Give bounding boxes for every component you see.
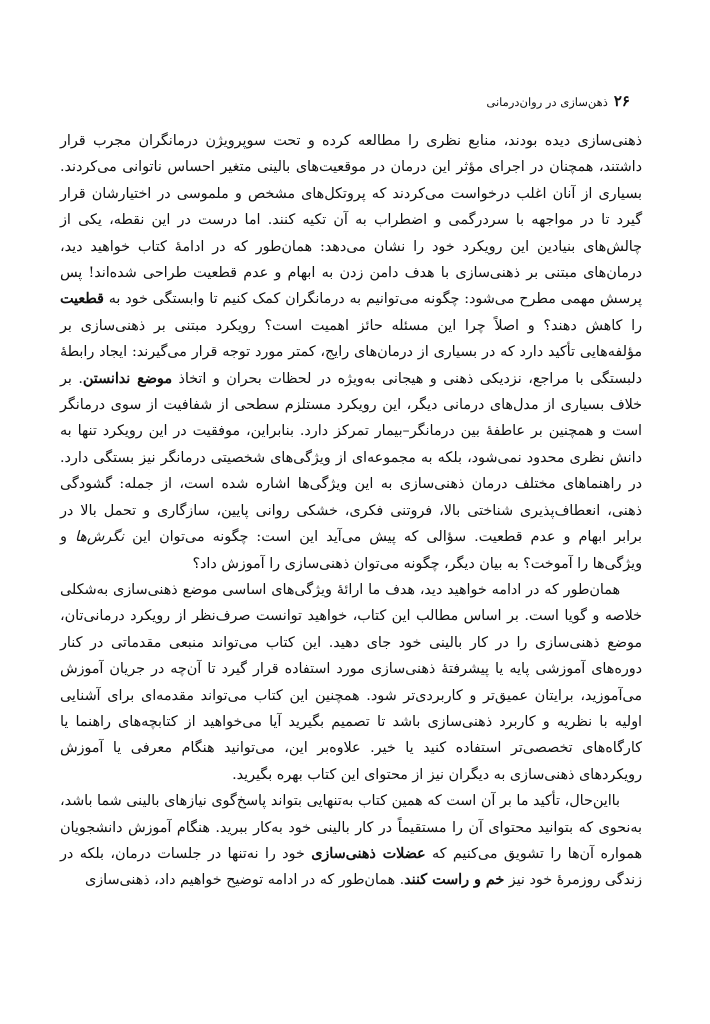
text-run: . بر خلاف بسیاری از مدل‌های درمانی دیگر، این رویکرد مستلزم سطحی از شفافیت از سوی درمانگر است و همچنین بر عاطفهٔ بین درمانگر–بیمار تمرکز دارد. بنابراین، موفقیت در این رویکرد تنها به دانش نظری محدود نمی‌شود، بلکه به مجموعه‌ای از ویژگی‌های شخصیتی درمانگر نیز بستگی دارد. در راهنماهای مختلف درمان ذهنی‌سازی به این ویژگی‌ها اشاره شده است، از جمله: گشودگی ذهنی، انعطاف‌پذیری شناختی بالا، فروتنی فکری، خشکی روانی پایین، سازگاری و تحمل بالا در برابر ابهام و عدم قطعیت. سؤالی که پیش می‌آید این است: چگونه می‌توان این bbox=[60, 370, 642, 546]
paragraph bbox=[60, 577, 642, 788]
bold-term: موضع ندانستن bbox=[82, 370, 172, 387]
text-run: ذهنی‌سازی دیده بودند، منابع نظری را مطالعه کرده و تحت سوپرویژن درمانگران مجرب قرار داشتند، همچنان در اجرای مؤثر این درمان در موقعیت‌های بالینی متغیر احساس ناتوانی می‌کردند. بسیاری از آنان اغلب درخواست می‌کردند که پروتکل‌های مشخص و ملموسی در اختیارشان قرار گیرد تا در مواجهه با سردرگمی و اضطراب به آن تکیه کنند. اما درست در این نقطه، یکی از چالش‌های بنیادین این رویکرد خود را نشان می‌دهد: همان‌طور که در ادامهٔ کتاب خواهید دید، درمان‌های مبتنی بر ذهنی‌سازی با هدف دامن زدن به ابهام و عدم قطعیت طراحی شده‌اند! پس پرسش مهمی مطرح می‌شود: چگونه می‌توانیم به درمانگران کمک کنیم تا وابستگی خود به bbox=[60, 133, 642, 308]
running-title: ذهن‌سازی در روان‌درمانی bbox=[486, 95, 608, 109]
text-run: بااین‌حال، تأکید ما بر آن است که همین کتاب به‌تنهایی بتواند پاسخ‌گوی نیازهای بالینی شما باشد، به‌نحوی که بتوانید محتوای آن را مستقیماً در کار بالینی خود به‌کار ببرید. هنگام آموزش دانشجویان همواره آن‌ها را تشویق می‌کنیم که bbox=[60, 793, 642, 862]
running-header bbox=[60, 92, 642, 114]
text-run: همان‌طور که در ادامه خواهید دید، هدف ما ارائهٔ ویژگی‌های اساسی موضع ذهنی‌سازی به‌شکلی خلاصه و گویا است. بر اساس مطالب این کتاب، خواهید توانست صرف‌نظر از رویکرد درمانی‌تان، موضع ذهنی‌سازی را در کار بالینی خود جای دهید. این کتاب می‌تواند منبعی مقدماتی در کنار دوره‌های آموزشی پایه یا پیشرفتهٔ ذهنی‌سازی مورد استفاده قرار گیرد تا آن‌چه در جریان آموزش می‌آموزید، برایتان عمیق‌تر و کاربردی‌تر شود. همچنین این کتاب می‌تواند مقدمه‌ای برای آشنایی اولیه با نظریه و کاربرد ذهنی‌سازی باشد تا تصمیم بگیرید آیا می‌خواهید از کتابچه‌های راهنما یا کارگاه‌های تخصصی‌تر استفاده کنید یا خیر. علاوه‌بر این، می‌توانید هنگام معرفی یا آموزش رویکردهای ذهنی‌سازی به دیگران نیز از محتوای این کتاب بهره بگیرید. bbox=[60, 581, 642, 783]
paragraph bbox=[60, 128, 642, 577]
page-number: ۲۶ bbox=[613, 92, 630, 110]
text-run: خود را نه‌تنها در جلسات درمان، بلکه در زندگی روزمرهٔ خود نیز bbox=[60, 845, 642, 889]
body-text bbox=[60, 128, 642, 894]
bold-term: قطعیت bbox=[60, 291, 104, 308]
italic-term: نگرش‌ها bbox=[74, 529, 125, 546]
text-run: را کاهش دهند؟ و اصلاً چرا این مسئله حائز اهمیت است؟ رویکرد مبتنی بر ذهنی‌سازی بر مؤلفه‌هایی تأکید دارد که در بسیاری از درمان‌های رایج، کمتر مورد توجه قرار می‌گیرند: ایجاد رابطهٔ دلبستگی با مراجع، نزدیکی ذهنی و هیجانی به‌ویژه در لحظات بحران و اتخاذ bbox=[60, 317, 642, 387]
text-run: . همان‌طور که در ادامه توضیح خواهیم داد، ذهنی‌سازی bbox=[85, 872, 405, 889]
text-run: و ویژگی‌ها را آموخت؟ به بیان دیگر، چگونه می‌توان ذهنی‌سازی را آموزش داد؟ bbox=[60, 529, 642, 572]
paragraph bbox=[60, 788, 642, 894]
bold-term: عضلات ذهنی‌سازی bbox=[311, 845, 426, 862]
bold-term: خم و راست کنند bbox=[404, 872, 505, 889]
